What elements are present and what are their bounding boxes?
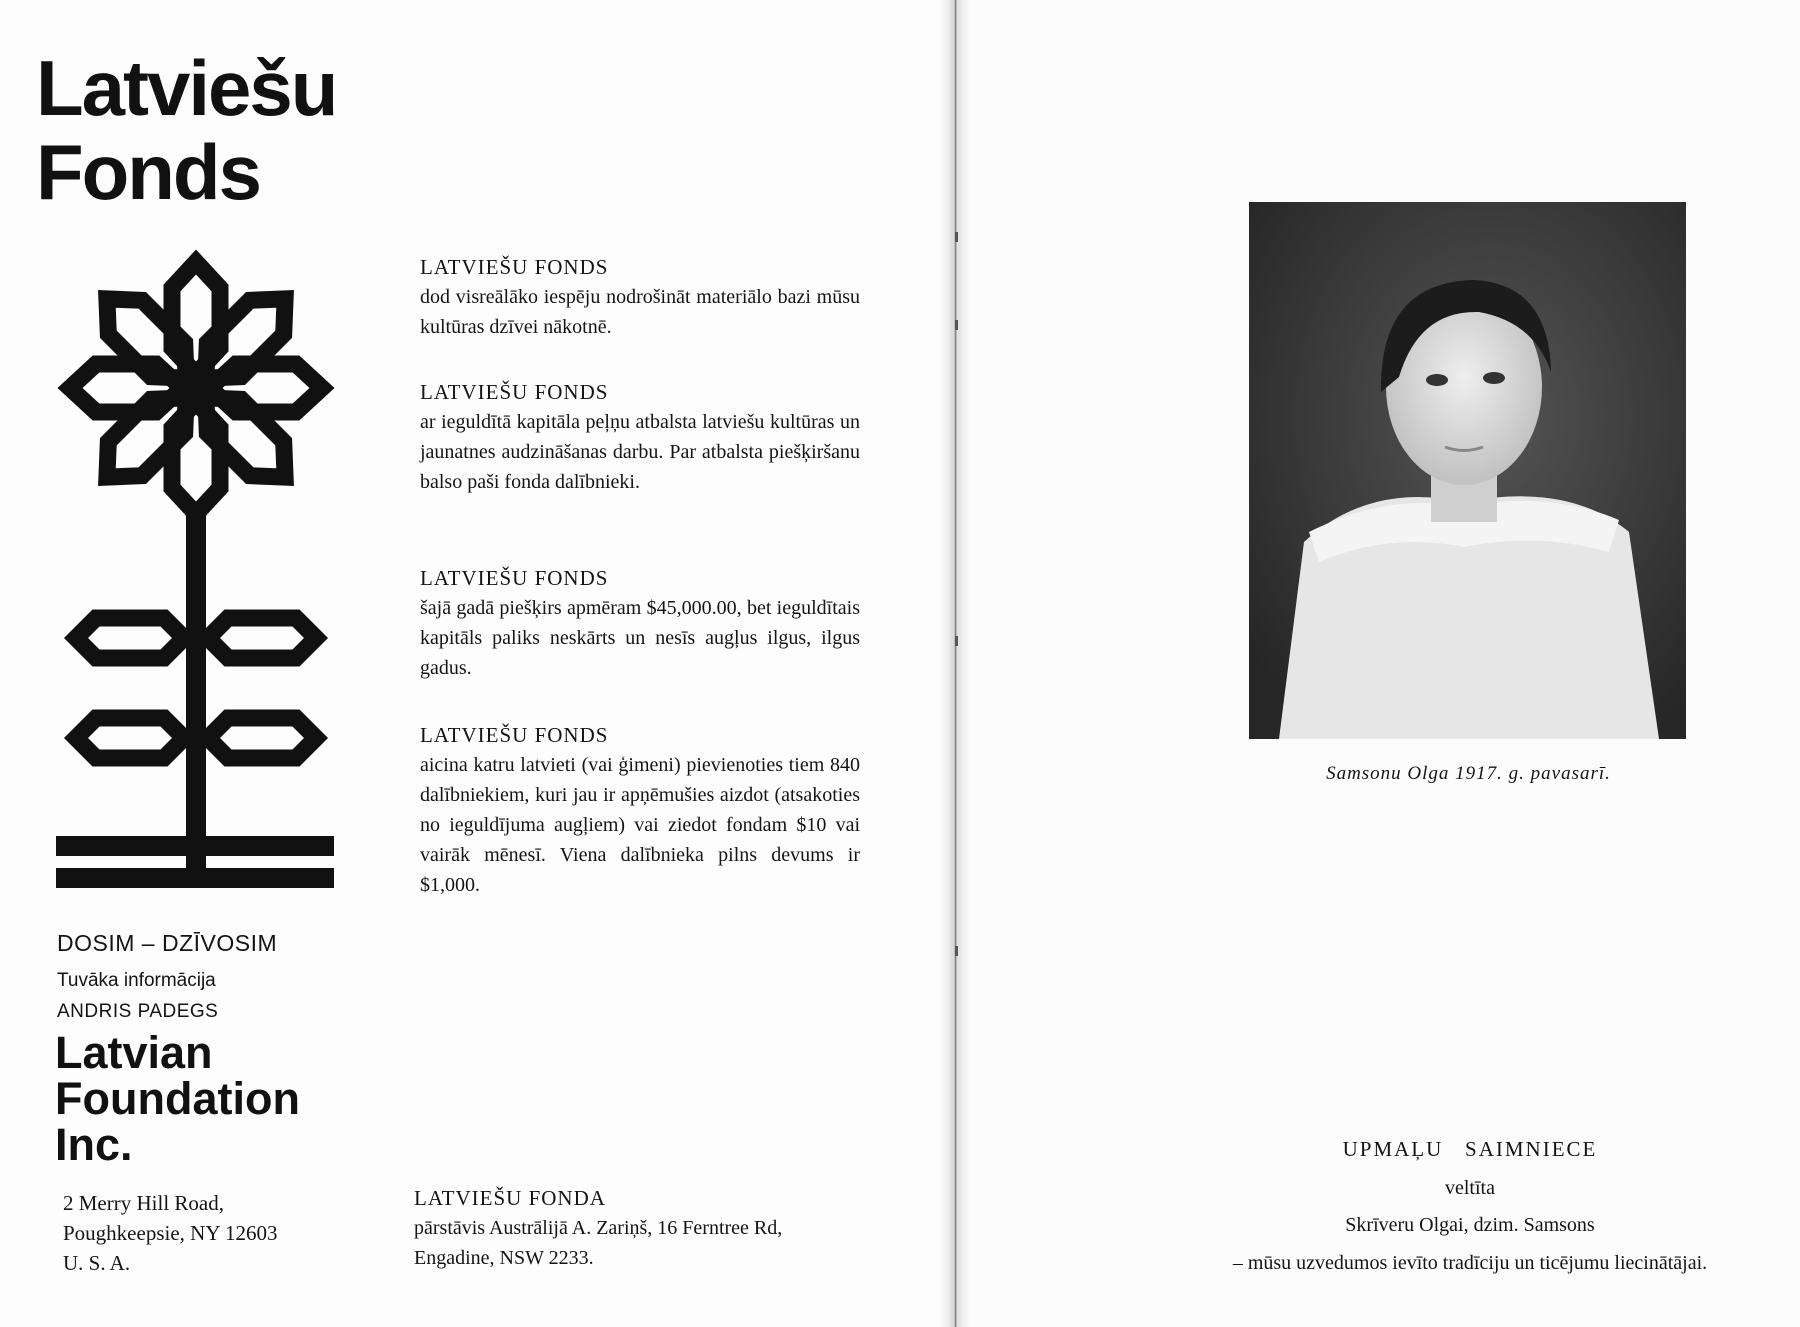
org-name-line1: Latvian bbox=[55, 1027, 213, 1078]
block-heading: LATVIEŠU FONDS bbox=[420, 566, 609, 590]
block-heading: LATVIEŠU FONDS bbox=[420, 380, 609, 404]
petal-shape bbox=[90, 381, 203, 494]
representative-heading: LATVIEŠU FONDA bbox=[414, 1186, 606, 1210]
portrait-illustration bbox=[1249, 202, 1686, 739]
address-line: 2 Merry Hill Road, bbox=[63, 1191, 224, 1215]
dedication-line: veltīta bbox=[1445, 1177, 1495, 1199]
text-block-3 bbox=[420, 563, 860, 683]
petal-shape bbox=[189, 282, 302, 395]
block-body: šajā gadā piešķirs apmēram $45,000.00, bet ieguldītais kapitāls paliks neskārts un nesīs augļus ilgus, ilgus gadus. bbox=[420, 597, 860, 679]
org-name-line2: Foundation bbox=[55, 1073, 300, 1124]
logo-base-bar-2 bbox=[56, 868, 334, 888]
brand-title-line2: Fonds bbox=[36, 128, 260, 216]
address-line: U. S. A. bbox=[63, 1251, 131, 1275]
leaf-shape bbox=[208, 718, 316, 758]
text-block-2 bbox=[420, 377, 860, 497]
representative-block bbox=[414, 1183, 854, 1273]
block-body: dod visreālāko iespēju nodrošināt materiālo bazi mūsu kultūras dzīvei nākotnē. bbox=[420, 286, 860, 338]
org-name bbox=[55, 1027, 300, 1170]
info-name: ANDRIS PADEGS bbox=[57, 1001, 219, 1022]
book-gutter bbox=[938, 0, 972, 1327]
petal-shape bbox=[189, 381, 302, 494]
logo-base-bar-1 bbox=[56, 836, 334, 856]
representative-line: pārstāvis Austrālijā A. Zariņš, 16 Ferntree Rd, bbox=[414, 1217, 783, 1239]
flower-logo-icon bbox=[54, 248, 338, 904]
block-heading: LATVIEŠU FONDS bbox=[420, 723, 609, 747]
representative-line: Engadine, NSW 2233. bbox=[414, 1247, 594, 1269]
leaf-shape bbox=[76, 618, 184, 658]
text-block-1 bbox=[420, 252, 860, 342]
text-block-4 bbox=[420, 720, 860, 900]
brand-title bbox=[36, 46, 336, 214]
block-body: ar ieguldītā kapitāla peļņu atbalsta latviešu kultūras un jaunatnes audzināšanas darbu. Par atbalsta piešķiršanu balso paši fonda dalībnieki. bbox=[420, 411, 860, 493]
portrait-photo bbox=[1249, 202, 1686, 739]
brand-title-line1: Latviešu bbox=[36, 44, 337, 132]
binding-stitch bbox=[955, 232, 958, 242]
leaf-shape bbox=[208, 618, 316, 658]
address bbox=[63, 1188, 277, 1278]
org-name-line3: Inc. bbox=[55, 1119, 133, 1170]
flower-stem bbox=[186, 513, 206, 873]
photo-caption: Samsonu Olga 1917. g. pavasarī. bbox=[1326, 763, 1611, 784]
binding-stitch bbox=[955, 946, 958, 956]
address-line: Poughkeepsie, NY 12603 bbox=[63, 1221, 278, 1245]
leaf-shape bbox=[76, 718, 184, 758]
block-heading: LATVIEŠU FONDS bbox=[420, 255, 609, 279]
binding-stitch bbox=[955, 320, 958, 330]
block-body: aicina katru latvieti (vai ģimeni) pievienoties tiem 840 dalībniekiem, kuri jau ir apņēmušies aizdot (atsakoties no ieguldījuma augļiem) vai ziedot fondam $10 vai vairāk mēnesī. Viena dalībnieka pilns devums ir $1,000. bbox=[420, 754, 860, 896]
dedication-line: Skrīveru Olgai, dzim. Samsons bbox=[1345, 1214, 1595, 1236]
binding-stitch bbox=[955, 636, 958, 646]
petal-shape bbox=[90, 282, 203, 395]
info-label: Tuvāka informācija bbox=[57, 970, 216, 991]
dedication-title: UPMAĻU SAIMNIECE bbox=[1342, 1137, 1598, 1161]
slogan: DOSIM – DZĪVOSIM bbox=[57, 930, 278, 956]
dedication-line: – mūsu uzvedumos ievīto tradīciju un ticējumu liecinātājai. bbox=[1232, 1252, 1708, 1274]
